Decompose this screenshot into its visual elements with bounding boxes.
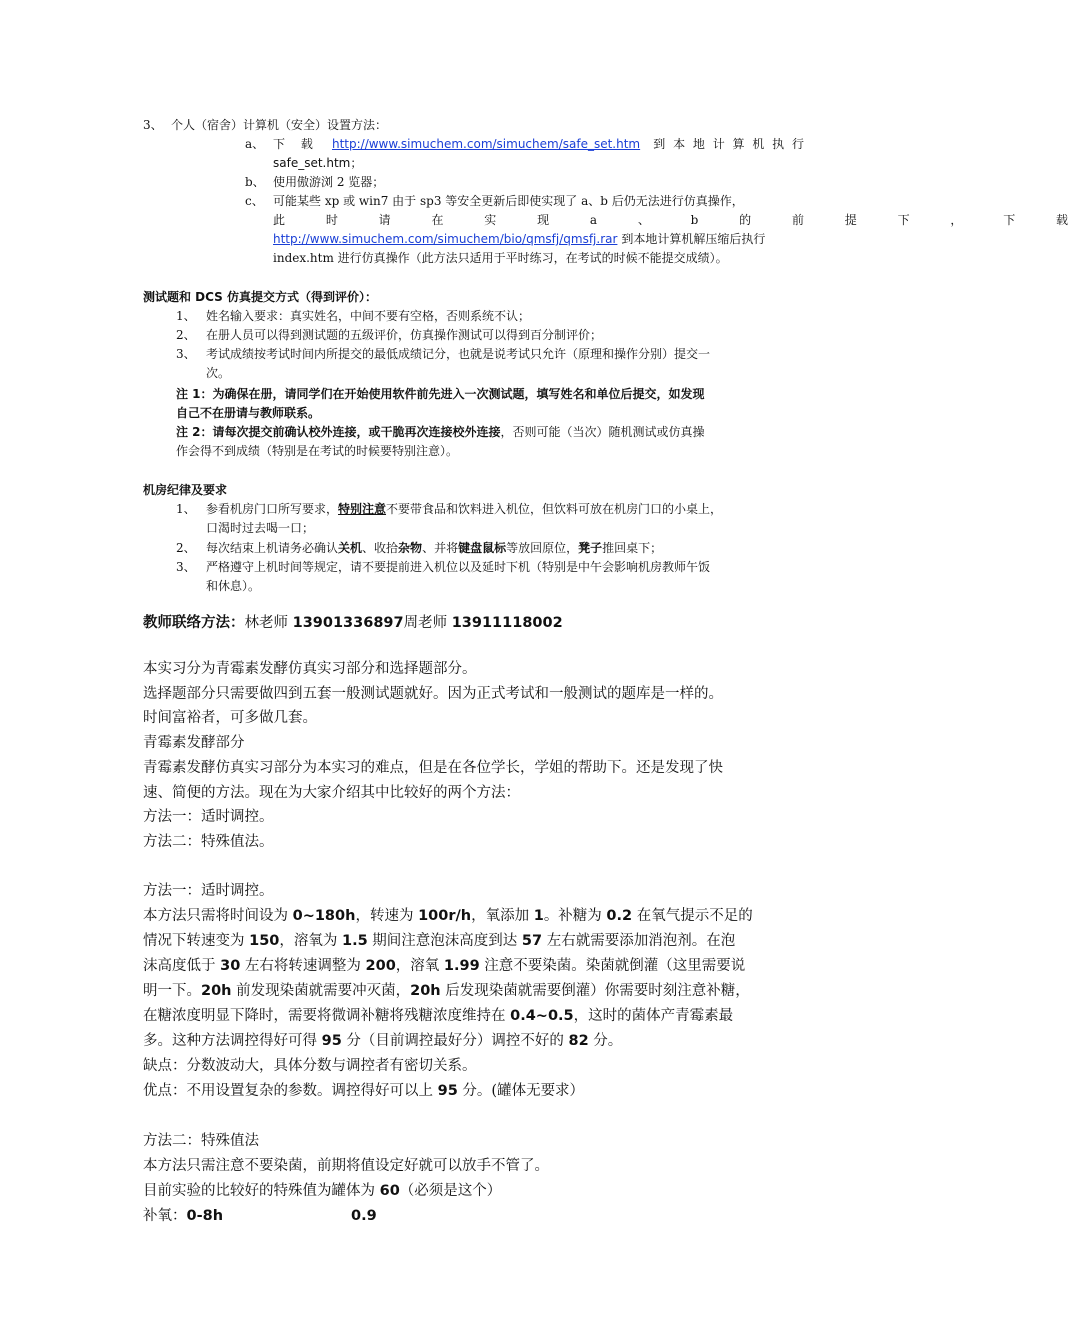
note1-line1: 注 1：为确保在册，请同学们在开始使用软件前先进入一次测试题，填写姓名和单位后提交，如发现 — [176, 387, 705, 401]
body-p2b: 时间富裕者，可多做几套。 — [143, 710, 317, 726]
submit-item3-num: 3、 — [176, 347, 196, 361]
method1-line1 — [143, 904, 753, 929]
m1l4-t2: 前发现染菌就需要冲灭菌， — [231, 983, 411, 999]
m1pros-b1: 95 — [437, 1083, 458, 1099]
item-a-marker: a、 — [245, 137, 265, 151]
method2-line3 — [143, 1204, 223, 1229]
m1l4-b1: 20h — [201, 983, 232, 999]
method1-list-item: 方法一：适时调控。 — [143, 809, 274, 825]
m1l6-b2: 82 — [568, 1033, 589, 1049]
item-a-line2: safe_set.htm； — [273, 156, 363, 170]
item-b-text: 使用傲游浏 2 览器； — [273, 175, 385, 189]
m1l2-b3: 57 — [521, 933, 543, 949]
m1l2-t2: ，溶氧为 — [279, 933, 342, 949]
contact-label: 教师联络方法： — [143, 615, 245, 631]
body-p1: 本实习分为青霉素发酵仿真实习部分和选择题部分。 — [143, 661, 477, 677]
m1l3-b2: 200 — [365, 958, 396, 974]
note2-line2: 作会得不到成绩（特别是在考试的时候要特别注意）。 — [176, 444, 459, 458]
rules-item1-num: 1、 — [176, 502, 196, 516]
m1l6-t2: 分（目前调控最好分）调控不好的 — [341, 1033, 569, 1049]
method2-line2 — [143, 1179, 501, 1204]
m1l5-b1: 0.4~0.5 — [510, 1008, 574, 1024]
m2l2-t1: 目前实验的比较好的特殊值为罐体为 — [143, 1183, 380, 1199]
method2-line1: 本方法只需注意不要染菌，前期将值设定好就可以放手不管了。 — [143, 1158, 549, 1174]
rules-item2-line — [206, 539, 662, 558]
method1-title: 方法一：适时调控。 — [143, 883, 274, 899]
teacher-contact — [143, 612, 563, 634]
rules-item2-b3: 键盘鼠标 — [458, 541, 507, 555]
section3-heading — [143, 116, 387, 135]
note2-line1 — [176, 423, 705, 442]
body-p4b: 速、简便的方法。现在为大家介绍其中比较好的两个方法： — [143, 785, 520, 801]
m1l6-b1: 95 — [321, 1033, 342, 1049]
m1l2-t4: 左右就需要添加消泡剂。在泡 — [542, 933, 736, 949]
m2l3-b1: 0-8h — [186, 1208, 224, 1224]
m1l6-t3: 分。 — [588, 1033, 623, 1049]
section3-number: 3、 — [143, 118, 163, 132]
rules-item1-line2: 口渴时过去喝一口； — [206, 521, 315, 535]
submit-heading: 测试题和 DCS 仿真提交方式（得到评价）： — [143, 290, 377, 304]
submit-item3-text: 考试成绩按考试时间内所提交的最低成绩记分，也就是说考试只允许（原理和操作分别）提交一 — [206, 347, 711, 361]
rules-item2-b1: 关机 — [338, 541, 363, 555]
item-a-suffix: 到 本 地 计 算 机 执 行 — [653, 137, 806, 151]
m1l3-t1: 沫高度低于 — [143, 958, 221, 974]
rules-item2-t1: 每次结束上机请务必确认 — [206, 541, 339, 555]
rules-item1-post: 不要带食品和饮料进入机位，但饮料可放在机房门口的小桌上， — [386, 502, 723, 516]
item-c-line3 — [273, 230, 765, 249]
m1l2-b1: 150 — [249, 933, 280, 949]
m1l1-b4: 0.2 — [606, 908, 633, 924]
rules-item2-num: 2、 — [176, 541, 196, 555]
m1l5-t2: ，这时的菌体产青霉素最 — [573, 1008, 734, 1024]
item-c-marker: c、 — [245, 194, 264, 208]
rules-item2-b2: 杂物 — [398, 541, 423, 555]
body-p2a: 选择题部分只需要做四到五套一般测试题就好。因为正式考试和一般测试的题库是一样的。 — [143, 686, 723, 702]
item-c-line4: index.htm 进行仿真操作（此方法只适用于平时练习，在考试的时候不能提交成绩）。 — [273, 251, 728, 265]
rules-item1-emph: 特别注意 — [338, 502, 387, 516]
rules-heading: 机房纪律及要求 — [143, 483, 228, 497]
m1l3-t2: 左右将转速调整为 — [240, 958, 366, 974]
m2l2-b1: 60 — [379, 1183, 400, 1199]
method1-line4 — [143, 979, 750, 1004]
method1-line2 — [143, 929, 735, 954]
submit-item2-text: 在册人员可以得到测试题的五级评价，仿真操作测试可以得到百分制评价； — [206, 328, 603, 342]
submit-item1-text: 姓名输入要求：真实姓名，中间不要有空格，否则系统不认； — [206, 309, 531, 323]
rules-item2-t3: 、并将 — [422, 541, 459, 555]
method1-line3 — [143, 954, 745, 979]
rules-item2-t4: 等放回原位， — [506, 541, 579, 555]
m1l3-t3: ，溶氧 — [395, 958, 444, 974]
item-a-line1 — [273, 135, 806, 154]
rules-item2-t2: 、收拾 — [362, 541, 399, 555]
m1l2-t1: 情况下转速变为 — [143, 933, 250, 949]
submit-item3-text2: 次。 — [206, 366, 231, 380]
contact-name1: 林老师 — [244, 615, 288, 631]
m2l3-t1: 补氧： — [143, 1208, 187, 1224]
rules-item1-line1 — [206, 500, 722, 519]
contact-name2: 周老师 — [403, 615, 448, 631]
m1l3-t4: 注意不要染菌。染菌就倒灌（这里需要说 — [479, 958, 746, 974]
item-b-marker: b、 — [245, 175, 265, 189]
m1l1-t1: 本方法只需将时间设为 — [143, 908, 293, 924]
note2-rest: ，否则可能（当次）随机测试或仿真操 — [500, 425, 705, 439]
m1l1-b1: 0~180h — [292, 908, 356, 924]
m1l1-t3: ，氧添加 — [471, 908, 534, 924]
method2-oxygen-value: 0.9 — [351, 1208, 377, 1224]
m1l6-t1: 多。这种方法调控得好可得 — [143, 1033, 322, 1049]
m1l1-t2: ，转速为 — [355, 908, 419, 924]
safe-set-link[interactable]: http://www.simuchem.com/simuchem/safe_set.htm — [331, 137, 641, 151]
m1l4-t3: 后发现染菌就需要倒灌）你需要时刻注意补糖， — [440, 983, 750, 999]
item-c-line1: 可能某些 xp 或 win7 由于 sp3 等安全更新后即使实现了 a、b 后仍无法进行仿真操作， — [273, 194, 744, 208]
method1-cons: 缺点：分数波动大，具体分数与调控者有密切关系。 — [143, 1058, 477, 1074]
section3-title: 个人（宿舍）计算机（安全）设置方法： — [171, 118, 388, 132]
m1l1-b3: 1 — [533, 908, 544, 924]
m1l2-t3: 期间注意泡沫高度到达 — [367, 933, 522, 949]
note1-line2: 自己不在册请与教师联系。 — [176, 406, 321, 420]
rules-item3-line1: 严格遵守上机时间等规定，请不要提前进入机位以及延时下机（特别是中午会影响机房教师午饭 — [206, 560, 711, 574]
item-c-line2: 此 时 请 在 实 现 a 、 b 的 前 提 下 ， 下 载 — [273, 213, 1087, 227]
qmsfj-download-link[interactable]: http://www.simuchem.com/simuchem/bio/qmsfj/qmsfj.rar — [273, 232, 618, 246]
method1-line5 — [143, 1004, 733, 1029]
m2l2-t2: （必须是这个） — [399, 1183, 502, 1199]
m1l1-t5: 在氧气提示不足的 — [632, 908, 753, 924]
method1-pros — [143, 1079, 584, 1104]
m1pros-t1: 优点：不用设置复杂的参数。调控得好可以上 — [143, 1083, 438, 1099]
submit-item1-num: 1、 — [176, 309, 196, 323]
body-p3: 青霉素发酵部分 — [143, 735, 245, 751]
contact-phone2: 13911118002 — [451, 615, 563, 631]
note2-bold: 注 2：请每次提交前确认校外连接，或干脆再次连接校外连接 — [176, 425, 501, 439]
rules-item2-b4: 凳子 — [578, 541, 603, 555]
m1l1-t4: 。补糖为 — [543, 908, 607, 924]
m1l5-t1: 在糖浓度明显下降时，需要将微调补糖将残糖浓度维持在 — [143, 1008, 511, 1024]
m1l3-b3: 1.99 — [443, 958, 480, 974]
rules-item3-line2: 和休息）。 — [206, 579, 261, 593]
method2-list-item: 方法二：特殊值法。 — [143, 834, 274, 850]
rules-item1-pre: 参看机房门口所写要求， — [206, 502, 339, 516]
item-c-line3-suffix: 到本地计算机解压缩后执行 — [621, 232, 766, 246]
m1l4-b2: 20h — [410, 983, 441, 999]
method1-line6 — [143, 1029, 622, 1054]
item-a-prefix: 下 载 — [273, 137, 319, 151]
m1pros-t2: 分。(罐体无要求） — [457, 1083, 585, 1099]
rules-item3-num: 3、 — [176, 560, 196, 574]
submit-item2-num: 2、 — [176, 328, 196, 342]
m1l4-t1: 明一下。 — [143, 983, 201, 999]
contact-phone1: 13901336897 — [292, 615, 404, 631]
m1l3-b1: 30 — [220, 958, 241, 974]
body-p4a: 青霉素发酵仿真实习部分为本实习的难点，但是在各位学长，学姐的帮助下。还是发现了快 — [143, 760, 723, 776]
m1l2-b2: 1.5 — [342, 933, 368, 949]
method2-title: 方法二：特殊值法 — [143, 1133, 259, 1149]
m1l1-b2: 100r/h — [418, 908, 472, 924]
rules-item2-t5: 推回桌下； — [602, 541, 663, 555]
